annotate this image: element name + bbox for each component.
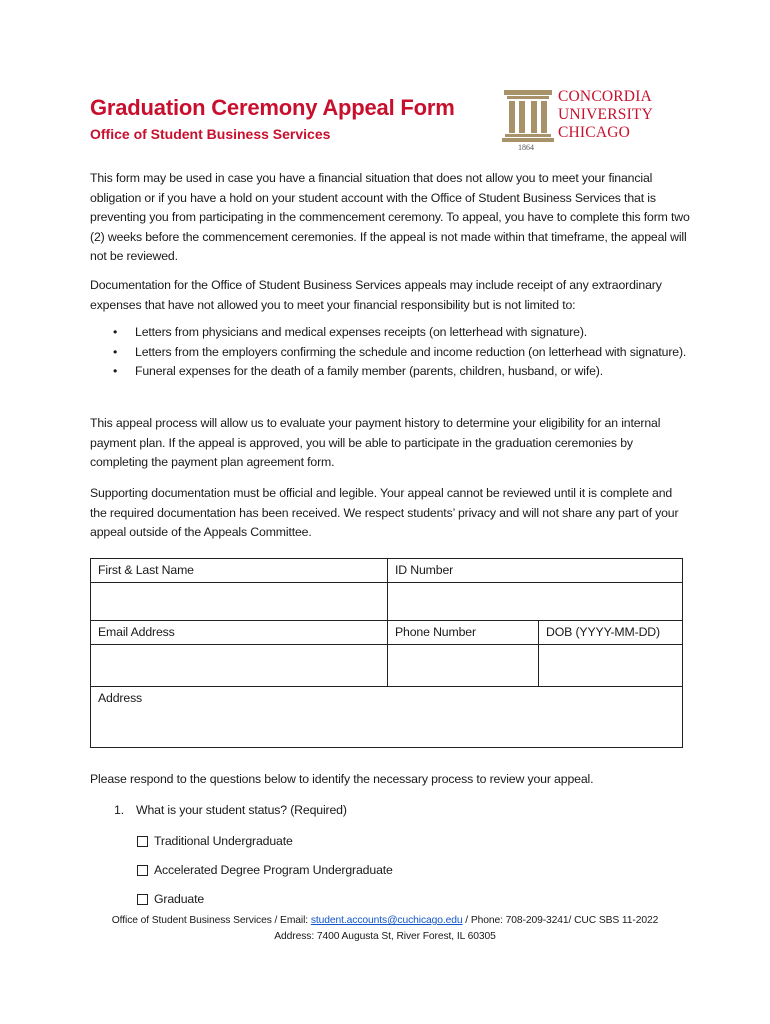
email-field[interactable] [91,645,388,687]
university-logo [502,86,672,156]
logo-line-1: CONCORDIA [558,88,652,105]
address-label: Address [98,691,143,705]
list-item [90,343,690,363]
logo-line-2: UNIVERSITY [558,106,653,123]
id-label: ID Number [388,559,683,583]
footer-contact-line [0,913,770,929]
list-item [90,362,690,382]
page-title: Graduation Ceremony Appeal Form [90,95,455,120]
bullet-icon: • [113,325,118,339]
email-link[interactable]: student.accounts@cuchicago.edu [310,915,463,926]
columns-building-icon [502,88,554,143]
documentation-list [90,323,690,382]
list-item-text: Funeral expenses for the death of a family member (parents, children, husband, or wife). [135,364,603,378]
option-label: Accelerated Degree Program Undergraduate [154,863,393,877]
student-info-table [90,558,683,748]
option-label: Graduate [154,892,205,906]
checkbox-icon[interactable] [137,836,148,847]
address-field[interactable] [91,687,683,748]
id-number-field[interactable] [388,583,683,621]
bullet-icon: • [113,344,118,359]
phone-field[interactable] [388,645,539,687]
intro-paragraph-3: This appeal process will allow us to evaluate your payment history to determine your eligibility for an internal payment plan. If the appeal is approved, you will be able to participate in the graduation ceremonies by completing the payment plan agreement form. [90,416,661,469]
list-item [90,323,690,343]
name-label: First & Last Name [91,559,388,583]
page-footer [0,913,770,945]
questions-intro: Please respond to the questions below to identify the necessary process to review your appeal. [90,772,594,786]
option-label: Traditional Undergraduate [154,834,293,848]
dob-field[interactable] [539,645,683,687]
checkbox-icon[interactable] [137,894,148,905]
logo-line-3: CHICAGO [558,124,631,141]
footer-address: Address: 7400 Augusta St, River Forest, IL 60305 [274,931,496,942]
phone-label: Phone Number [388,621,539,645]
footer-suffix: / Phone: 708-209-3241/ CUC SBS 11-2022 [462,915,659,926]
name-field[interactable] [91,583,388,621]
bullet-icon: • [113,364,118,378]
page-subtitle: Office of Student Business Services [90,126,331,142]
email-label: Email Address [91,621,388,645]
intro-paragraph-4: Supporting documentation must be official and legible. Your appeal cannot be reviewed until it is complete and the required documentation has been received. We respect students’ privacy and will not share any part of your appeal outside of the Appeals Committee. [90,486,679,539]
option-traditional-undergraduate[interactable] [137,834,293,848]
option-graduate[interactable] [137,892,204,906]
question-1 [114,803,347,817]
logo-year: 1864 [518,143,534,152]
list-item-text: Letters from the employers confirming the schedule and income reduction (on letterhead with signature). [135,344,687,359]
checkbox-icon[interactable] [137,865,148,876]
dob-label: DOB (YYYY-MM-DD) [539,621,683,645]
question-text: What is your student status? (Required) [136,803,347,817]
list-item-text: Letters from physicians and medical expenses receipts (on letterhead with signature). [135,325,588,339]
intro-paragraph-1: This form may be used in case you have a financial situation that does not allow you to meet your financial obligation or if you have a hold on your student account with the Office of Student Business Services that is preventing you from participating in the commencement ceremony. To appeal, you have to complete this form two (2) weeks before the commencement ceremonies. If the appeal is not made within that timeframe, the appeal will not be reviewed. [90,171,690,263]
footer-prefix: Office of Student Business Services / Email: [111,915,311,926]
option-accelerated-degree[interactable] [137,863,393,877]
intro-paragraph-2: Documentation for the Office of Student Business Services appeals may include receipt of any extraordinary expenses that have not allowed you to meet your financial responsibility but is not limited to: [90,278,662,312]
question-number: 1. [114,803,124,817]
